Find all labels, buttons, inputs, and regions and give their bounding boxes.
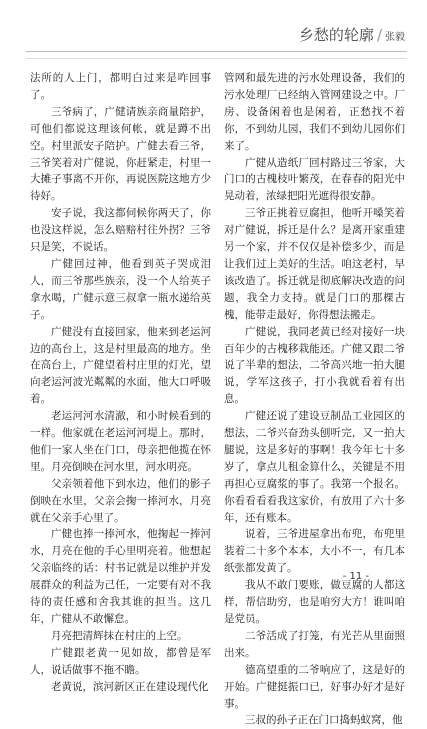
running-header [299,24,405,45]
left-column [30,70,211,693]
paragraph: 法所的人上门，都明白过来是咋回事了。 [30,72,211,101]
paragraph: 我从不敢门要账，做豆腐的人都这样，帮信助穷，也是咱穷大方！谁叫咱是党员。 [224,579,405,625]
header-rule-secondary [26,58,407,59]
header-title: 乡愁的轮廓 [298,26,374,44]
paragraph: 二爷活成了打笼，有光芒从里面照出来。 [224,629,405,659]
paragraph: 管网和最先进的污水处理设备，我们的污水处理厂已经纳入管网建设之中。厂房、设备闲着也是闲着，正愁找不着你，不到幼儿园，我们不到幼儿园你们来了。 [224,72,405,152]
paragraph: 广健说，我同老黄已经对接好一块百年少的古槐移栽能还。广健又跟二爷说了半辈的想法，二爷高兴地一拍大腿说，学军这孩子，打小我就看着有出息。 [224,325,405,406]
paragraph: 广健回过神，他看到英子哭成泪人，而三爷那些族亲，没一个人给英子拿水喝，广健示意三叔拿一瓶水递给英子。 [30,257,211,321]
header-rule [26,51,407,52]
header-separator: / [376,26,382,44]
paragraph: 德高望重的二爷响应了，这是好的开始。广健挺振口已，好事办好才是好事。 [224,663,405,710]
paragraph: 广健也捧一捧河水，他掬起一捧河水，月亮在他的手心里明亮着。他想起父亲临终的话：村书记就是以维护并发展群众的利益为己任，一定要有对不我待的责任感和舍我其谁的担当。这几年，广健从不敢懈怠。 [30,528,211,625]
paragraph: 安子说，我这都伺候你两天了，你也没这样说，怎么赔赔村往外拐？三爷只是笑，不说话。 [30,207,211,254]
paragraph: 老黄说，滨河新区正在建设现代化 [51,680,209,693]
paragraph: 广健跟老黄一见如故，都曾是军人，说话做事不拖不瞻。 [30,646,211,676]
paragraph: 月亮把清辉抹在村庄的上空。 [51,629,188,642]
page-number: - 11 - [342,571,369,582]
header-author: 张毅 [385,32,405,43]
right-column [224,70,405,727]
paragraph: 说着，三爷进屋拿出布兜，布兜里装着二十多个本本，大小不一，有几本纸张都发黄了。 [224,528,405,575]
paragraph: 老运河河水清澈，和小时候看到的一样。他家就在老运河河堤上。那时，他们一家人坐在门口，母亲把他揽在怀里。月亮倒映在河水里，河水明亮。 [30,410,211,473]
paragraph: 三爷病了，广健请族亲商量陪护，可他们都说这理该何帐，就是蹲不出空。村里派安子陪护。广健去看三爷，三爷笑着对广健说，你赶紧走，村里一大摊子事离不开你，再说医院这地方少待好。 [30,105,211,203]
paragraph: 父亲领着他下到水边，他们的影子倒映在水里，父亲会掬一捧河水，月亮就在父亲手心里了。 [30,477,211,524]
paragraph: 广健没有直接回家，他来到老运河边的高台上，这是村里最高的地方。坐在高台上，广健望着村庄里的灯光，望向老运河波光粼粼的水面，他大口呼吸着。 [30,325,211,406]
paragraph: 广健还说了建设豆制品工业园区的想法，二爷兴奋劲头刨听完，又一拍大腿说，这是多好的事啊！我今年七十多岁了，拿点儿租金算什么，关键是不用再担心豆腐浆的事了。我第一个报名。你看看看看我这家价，有放用了六十多年，还有账本。 [224,410,405,524]
paragraph: 广健从造纸厂回村路过三爷家，大门口的古槐枝叶繁茂，在春春的阳光中晃动着，浓绿把阳光遮得很安静。 [224,156,405,203]
paragraph: 三爷正挑着豆腐担，他听开嗓笑着对广健说，拆迁是什么？是离开家重建另一个家，并不仅仅是补偿多少，而是让我们过上美好的生活。咱这老村，早该改造了。拆迁就是彻底解决改造的问题，我全力支持。就是门口的那棵古槐，能带走最好，你得想法搬走。 [224,207,405,321]
paragraph: 三叔的孙子正在门口捣蚂蚁窝，他 [245,714,403,727]
